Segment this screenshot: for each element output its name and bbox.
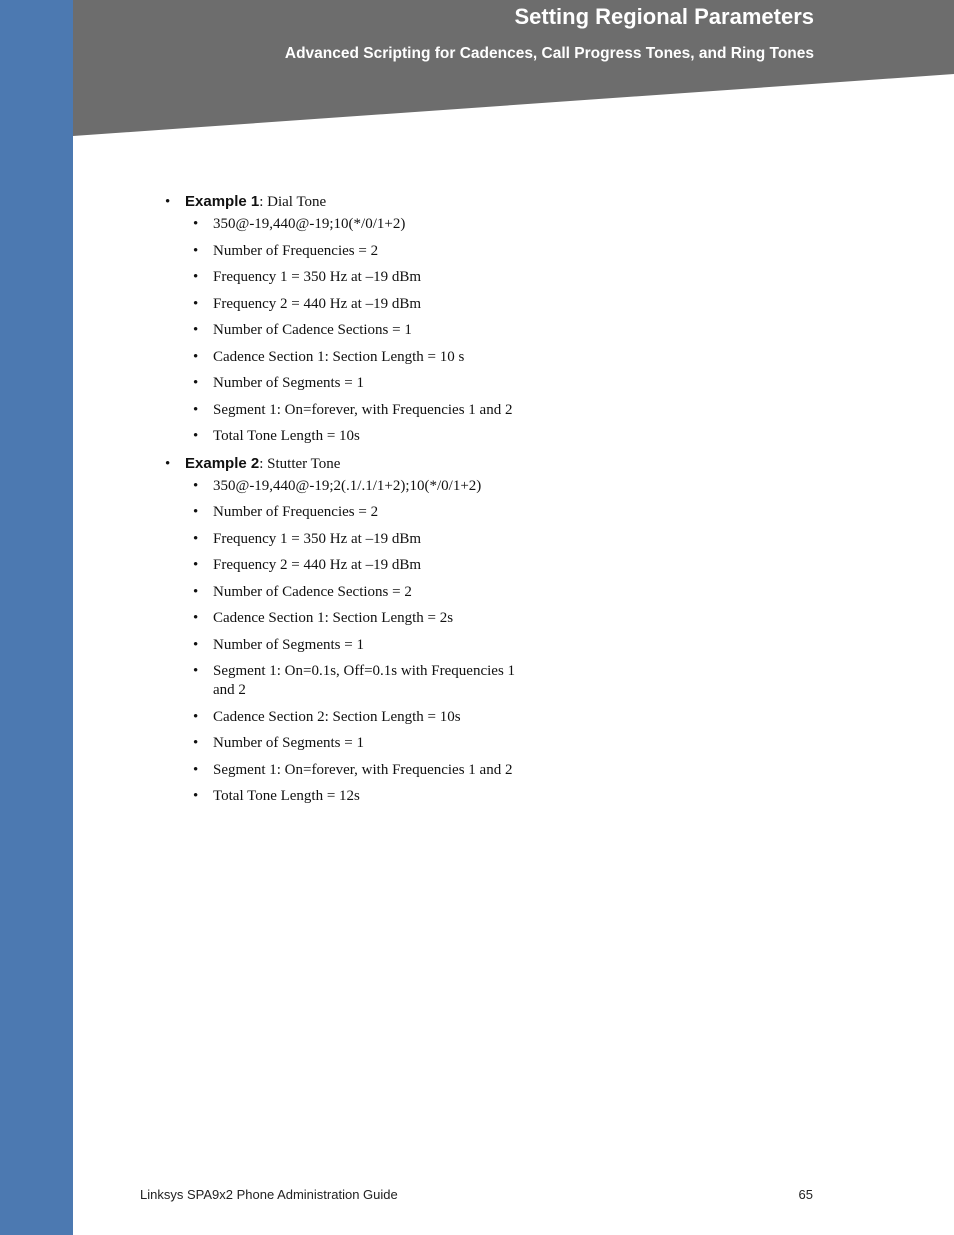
example-heading [165, 454, 545, 477]
list-item [193, 374, 545, 393]
list-item-text: Total Tone Length = 10s [213, 428, 360, 444]
list-item-text: Cadence Section 1: Section Length = 10 s [213, 348, 465, 365]
side-color-band [0, 0, 73, 1235]
list-item-text: Frequency 1 = 350 Hz at –19 dBm [213, 269, 422, 285]
list-item-text: Cadence Section 1: Section Length = 2s [213, 610, 454, 626]
list-item-text: Frequency 2 = 440 Hz at –19 dBm [213, 557, 422, 573]
bullet-icon: • [193, 269, 199, 285]
bullet-icon: • [193, 735, 199, 751]
bullet-icon: • [193, 610, 199, 626]
list-item [193, 787, 545, 806]
list-item [193, 556, 545, 575]
bullet-icon: • [193, 322, 199, 338]
list-item [193, 401, 545, 420]
example-name: Dial Tone [267, 194, 327, 210]
bullet-icon: • [193, 788, 199, 804]
bullet-icon: • [165, 455, 171, 472]
bullet-icon: • [193, 663, 199, 679]
bullet-icon: • [193, 504, 199, 520]
list-item-text: Segment 1: On=0.1s, Off=0.1s with Frequencies 1 and 2 [213, 663, 516, 698]
list-item-text: 350@-19,440@-19;2(.1/.1/1+2);10(*/0/1+2) [213, 477, 482, 494]
list-item [193, 583, 545, 602]
list-item [193, 503, 545, 522]
list-item [193, 530, 545, 549]
bullet-icon: • [193, 216, 199, 232]
list-item [193, 662, 538, 700]
bullet-icon: • [193, 530, 199, 547]
list-item-text: Segment 1: On=forever, with Frequencies 1 and 2 [213, 761, 513, 778]
document-body [165, 192, 545, 814]
bullet-icon: • [193, 557, 199, 573]
bullet-icon: • [193, 761, 199, 778]
list-item-text: Number of Frequencies = 2 [213, 504, 379, 520]
example-2 [165, 454, 545, 807]
list-item [193, 242, 545, 261]
list-item [193, 761, 545, 780]
section-title: Advanced Scripting for Cadences, Call Progress Tones, and Ring Tones [284, 45, 814, 62]
bullet-icon: • [193, 583, 199, 600]
example-1-items [165, 215, 545, 446]
bullet-icon: • [193, 242, 199, 259]
list-item-text: Number of Segments = 1 [213, 636, 364, 653]
bullet-icon: • [193, 401, 199, 418]
list-item [193, 609, 545, 628]
list-item [193, 734, 545, 753]
list-item [193, 215, 545, 234]
bullet-icon: • [193, 375, 199, 391]
list-item-text: 350@-19,440@-19;10(*/0/1+2) [213, 216, 406, 232]
bullet-icon: • [193, 428, 199, 444]
list-item [193, 708, 545, 727]
example-separator: : [259, 455, 268, 472]
list-item [193, 348, 545, 367]
example-1 [165, 192, 545, 446]
list-item-text: Cadence Section 2: Section Length = 10s [213, 708, 461, 725]
example-heading [165, 192, 545, 215]
list-item-text: Number of Frequencies = 2 [213, 242, 379, 259]
bullet-icon: • [193, 295, 199, 312]
list-item-text: Total Tone Length = 12s [213, 788, 360, 804]
list-item [193, 477, 545, 496]
list-item-text: Segment 1: On=forever, with Frequencies 1 and 2 [213, 401, 513, 418]
list-item [193, 321, 545, 340]
bullet-icon: • [193, 636, 199, 653]
bullet-icon: • [193, 348, 199, 365]
bullet-icon: • [193, 708, 199, 725]
example-2-items [165, 477, 545, 807]
list-item-text: Number of Cadence Sections = 2 [213, 583, 412, 600]
list-item-text: Number of Segments = 1 [213, 735, 364, 751]
example-separator: : [259, 194, 268, 210]
bullet-icon: • [165, 194, 171, 210]
list-item [193, 427, 545, 446]
example-label: Example 1 [185, 193, 260, 210]
list-item [193, 636, 545, 655]
page-number: 65 [798, 1187, 813, 1202]
list-item [193, 295, 545, 314]
bullet-icon: • [193, 477, 199, 494]
chapter-title: Setting Regional Parameters [514, 4, 814, 29]
list-item-text: Number of Segments = 1 [213, 375, 364, 391]
footer-guide-title: Linksys SPA9x2 Phone Administration Guide [140, 1187, 398, 1202]
list-item-text: Number of Cadence Sections = 1 [213, 322, 412, 338]
list-item [193, 268, 545, 287]
example-label: Example 2 [185, 454, 260, 472]
list-item-text: Frequency 1 = 350 Hz at –19 dBm [213, 530, 422, 547]
list-item-text: Frequency 2 = 440 Hz at –19 dBm [213, 295, 422, 312]
example-name: Stutter Tone [267, 455, 341, 472]
